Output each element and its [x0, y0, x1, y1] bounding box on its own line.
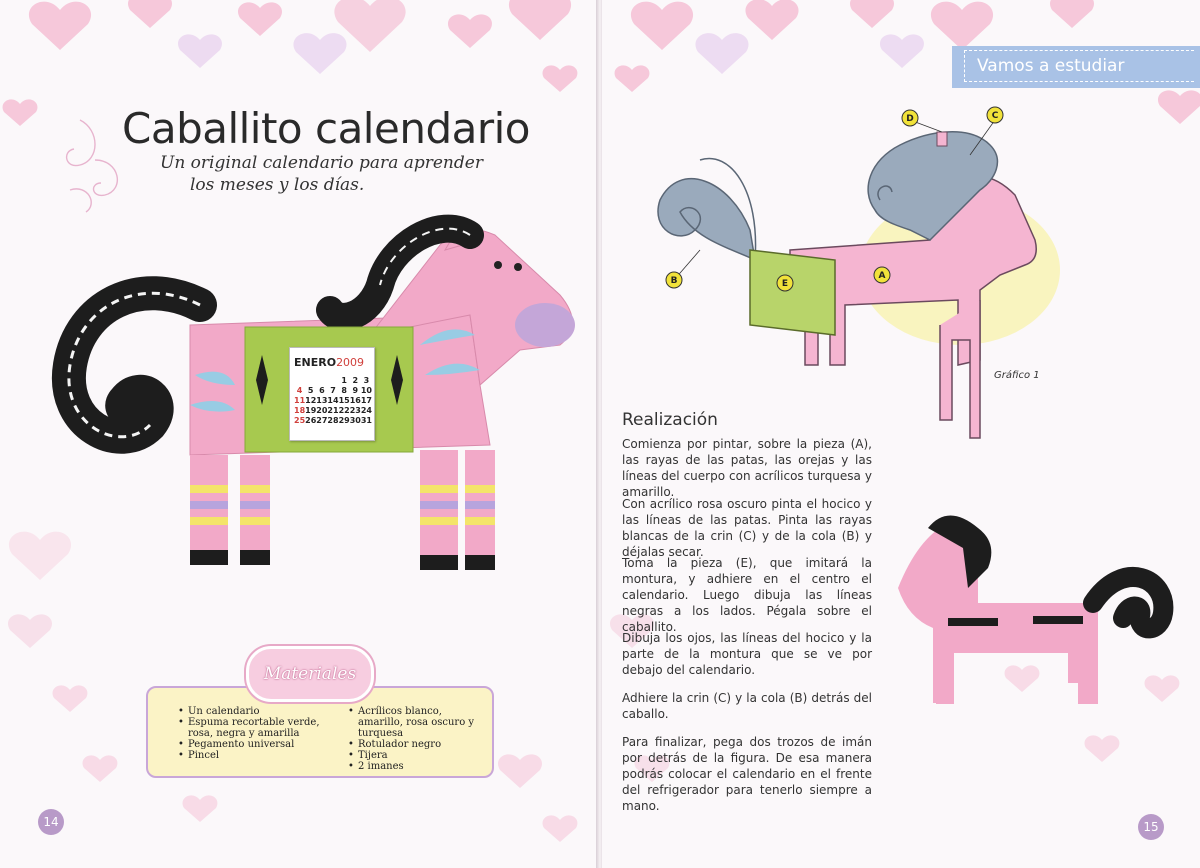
calendar-day: 16	[349, 396, 361, 405]
diagram-piece-e	[750, 250, 835, 335]
instruction-paragraph: Dibuja los ojos, las líneas del hocico y la parte de la montura que se ve por debajo del calendario.	[622, 631, 872, 677]
horse-muzzle	[515, 303, 575, 347]
calendar-day: 9	[352, 386, 359, 395]
subtitle-line-1: Un original calendario para aprender	[160, 153, 483, 173]
pink-horse-illustration	[888, 508, 1178, 708]
page-subtitle	[160, 152, 500, 196]
instruction-paragraph: Adhiere la crin (C) y la cola (B) detrás del caballo.	[622, 691, 872, 721]
materials-item: • Pincel	[178, 750, 338, 761]
materials-item: • 2 imanes	[348, 761, 478, 772]
calendar-day	[327, 376, 338, 385]
horse-tail	[69, 293, 200, 437]
diagram-label-e: E	[781, 279, 789, 289]
calendar-day: 12	[305, 396, 317, 405]
section-title: Realización	[622, 410, 718, 430]
calendar-day	[294, 376, 305, 385]
page-number-left: 14	[38, 809, 64, 835]
calendar-day: 5	[307, 386, 314, 395]
mini-calendar	[289, 347, 375, 441]
calendar-day: 21	[327, 406, 339, 415]
calendar-day: 27	[316, 416, 328, 425]
materials-item: • Acrílicos blanco, amarillo, rosa oscuro y turquesa	[348, 706, 478, 739]
materials-label: Materiales	[246, 646, 374, 702]
assembly-diagram	[640, 100, 1060, 445]
calendar-day: 22	[338, 406, 350, 415]
page-title: Caballito calendario	[122, 104, 530, 153]
diagram-caption: Gráfico 1	[994, 370, 1040, 381]
diagram-label-a: A	[878, 271, 886, 281]
instruction-paragraph: Para finalizar, pega dos trozos de imán por detrás de la figura. De esa manera podrás colocar el calendario en el frente del refrigerador para tenerlo siempre a mano.	[622, 735, 872, 813]
calendar-day: 1	[341, 376, 347, 385]
materials-item: • Espuma recortable verde, rosa, negra y amarilla	[178, 717, 338, 739]
calendar-day: 4	[296, 386, 303, 395]
diagram-label-d: D	[906, 114, 914, 124]
materials-item: • Un calendario	[178, 706, 338, 717]
calendar-day: 23	[349, 406, 361, 415]
diagram-label-b: B	[670, 276, 678, 286]
materials-list-1	[178, 706, 338, 761]
left-page	[0, 0, 598, 868]
calendar-day: 11	[294, 396, 306, 405]
subtitle-line-2: los meses y los días.	[190, 175, 365, 195]
horse-legs	[190, 450, 495, 570]
calendar-day: 30	[349, 416, 361, 425]
materials-item: • Pegamento universal	[178, 739, 338, 750]
materials-item: • Rotulador negro	[348, 739, 478, 750]
calendar-day: 7	[330, 386, 336, 395]
calendar-month: ENERO2009	[294, 356, 365, 369]
calendar-day: 3	[363, 376, 370, 385]
calendar-day	[305, 376, 316, 385]
calendar-year: 2009	[336, 356, 365, 369]
calendar-day: 29	[338, 416, 350, 425]
section-tab-label: Vamos a estudiar	[964, 50, 1194, 82]
materials-item: • Tijera	[348, 750, 478, 761]
calendar-day: 25	[294, 416, 306, 425]
materials-list-2	[348, 706, 478, 772]
calendar-grid	[294, 376, 372, 425]
calendar-day: 24	[360, 406, 372, 415]
calendar-day: 2	[352, 376, 359, 385]
calendar-day: 6	[319, 386, 325, 395]
page-number-right: 15	[1138, 814, 1164, 840]
instruction-paragraph: Toma la pieza (E), que imitará la montura, y adhiere en el centro el calendario. Luego dibuja las líneas negras a los lados. Pégala sobre el caballito.	[622, 556, 872, 634]
calendar-day: 26	[305, 416, 317, 425]
calendar-day: 28	[327, 416, 339, 425]
calendar-day: 15	[338, 396, 350, 405]
calendar-day: 18	[294, 406, 306, 415]
calendar-day: 14	[327, 396, 339, 405]
diagram-piece-d	[937, 132, 947, 146]
diagram-label-c: C	[991, 111, 999, 121]
calendar-day: 31	[360, 416, 372, 425]
instruction-paragraph: Con acrílico rosa oscuro pinta el hocico y las líneas de las patas. Pinta las rayas blancas de la crin (C) y de la cola (B) y déjalas secar.	[622, 497, 872, 559]
calendar-day: 17	[360, 396, 372, 405]
calendar-day: 10	[360, 386, 372, 395]
calendar-day: 20	[316, 406, 328, 415]
calendar-day: 8	[341, 386, 347, 395]
calendar-day	[316, 376, 327, 385]
calendar-day: 19	[305, 406, 317, 415]
calendar-day: 13	[316, 396, 328, 405]
instruction-paragraph: Comienza por pintar, sobre la pieza (A), las rayas de las patas, las orejas y las líneas del cuerpo con acrílicos turquesa y amarillo.	[622, 437, 872, 499]
